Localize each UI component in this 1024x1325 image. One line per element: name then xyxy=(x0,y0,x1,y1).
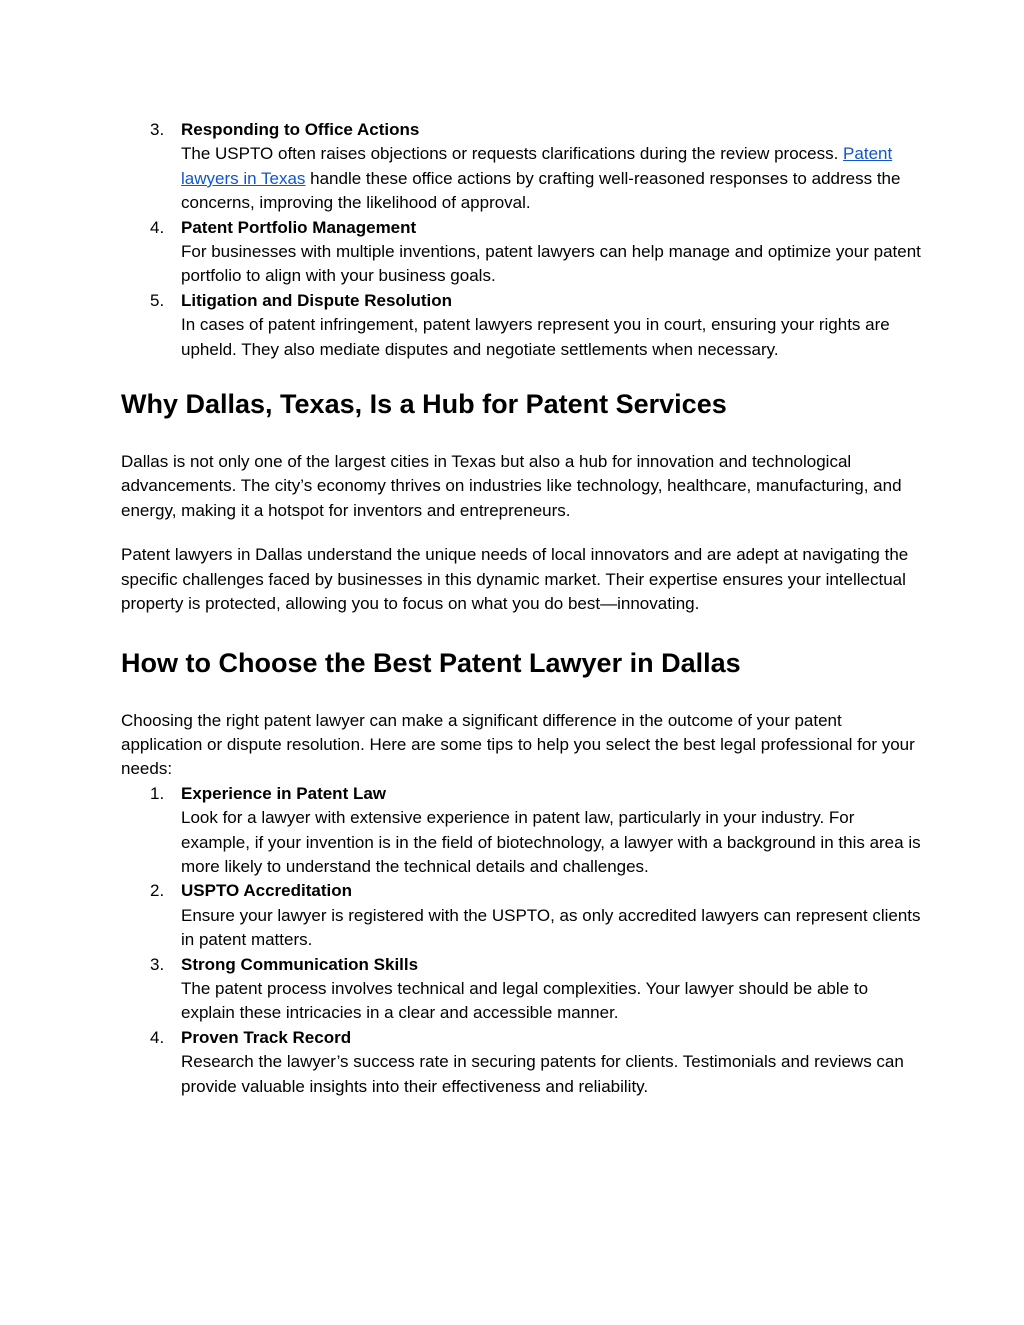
list-item-body: The patent process involves technical and legal complexities. Your lawyer should be able to explain these intricacies in a clear and accessible manner. xyxy=(181,978,869,1023)
section-heading-why-dallas: Why Dallas, Texas, Is a Hub for Patent Services xyxy=(121,389,727,420)
list-number: 4. xyxy=(150,1027,165,1047)
paragraph: Dallas is not only one of the largest cities in Texas but also a hub for innovation and technological advancements. The city’s economy thrives on industries like technology, healthcare, manufacturing, and energy, making it a hotspot for inventors and entrepreneurs. xyxy=(121,452,902,520)
list-item-title: Experience in Patent Law xyxy=(181,783,387,803)
list-item-body: For businesses with multiple inventions, patent lawyers can help manage and optimize your patent portfolio to align with your business goals. xyxy=(181,242,921,286)
list-item-title: Proven Track Record xyxy=(181,1027,352,1047)
list-item-body: Research the lawyer’s success rate in securing patents for clients. Testimonials and reviews can provide valuable insights into their effectiveness and reliability. xyxy=(181,1052,904,1096)
list-item xyxy=(121,1026,921,1099)
services-list xyxy=(121,118,921,362)
list-item-title: Patent Portfolio Management xyxy=(181,217,417,237)
list-item xyxy=(121,782,921,880)
patent-lawyers-texas-link[interactable]: Patent lawyers in Texas xyxy=(181,144,893,188)
document-page xyxy=(121,118,921,1099)
list-item-body: In cases of patent infringement, patent lawyers represent you in court, ensuring your rights are upheld. They also mediate disputes and negotiate settlements when necessary. xyxy=(181,315,890,359)
list-item-body: Ensure your lawyer is registered with the USPTO, as only accredited lawyers can represent clients in patent matters. xyxy=(181,905,921,950)
list-number: 1. xyxy=(150,783,165,803)
tips-list xyxy=(121,782,921,1099)
list-item-title: Responding to Office Actions xyxy=(181,120,420,139)
list-item xyxy=(121,953,921,1026)
list-item xyxy=(121,216,921,289)
section-heading-how-to-choose: How to Choose the Best Patent Lawyer in Dallas xyxy=(121,647,741,678)
paragraph: Choosing the right patent lawyer can make a significant difference in the outcome of your patent application or dispute resolution. Here are some tips to help you select the best legal professional for your needs: xyxy=(121,710,915,779)
list-number: 5. xyxy=(150,290,165,310)
list-item-body xyxy=(181,142,921,215)
list-item-body-text: The USPTO often raises objections or requests clarifications during the review process. xyxy=(181,144,844,164)
list-item-body: Look for a lawyer with extensive experience in patent law, particularly in your industry. For example, if your invention is in the field of biotechnology, a lawyer with a background in this area is more likely to understand the technical details and challenges. xyxy=(181,808,921,876)
list-item-body-text: handle these office actions by crafting well-reasoned responses to address the concerns, improving the likelihood of approval. xyxy=(181,168,901,213)
list-number: 4. xyxy=(150,217,165,237)
list-item xyxy=(121,118,921,216)
list-item-title: USPTO Accreditation xyxy=(181,881,352,901)
list-item xyxy=(121,289,921,362)
list-number: 2. xyxy=(150,881,165,901)
paragraph: Patent lawyers in Dallas understand the unique needs of local innovators and are adept at navigating the specific challenges faced by businesses in this dynamic market. Their expertise ensures your intellectual property is protected, allowing you to focus on what you do best—innovating. xyxy=(121,545,909,614)
list-item-title: Strong Communication Skills xyxy=(181,954,419,974)
list-number: 3. xyxy=(150,120,165,139)
list-item xyxy=(121,879,921,952)
list-number: 3. xyxy=(150,954,165,974)
list-item-title: Litigation and Dispute Resolution xyxy=(181,290,453,310)
